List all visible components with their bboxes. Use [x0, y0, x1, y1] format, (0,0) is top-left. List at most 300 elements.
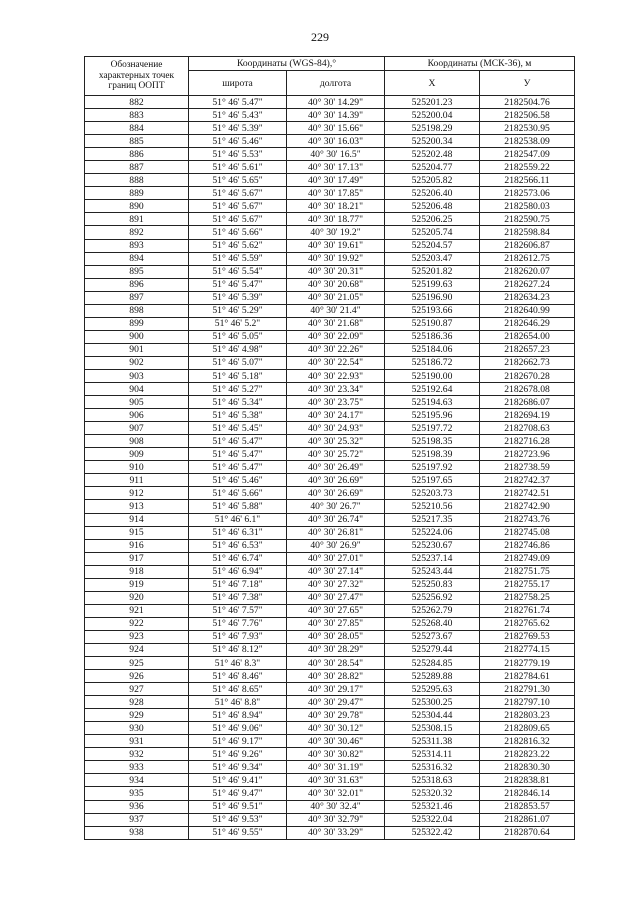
cell-x: 525206.40 — [385, 187, 480, 200]
cell-latitude: 51° 46' 9.47" — [189, 787, 287, 800]
cell-latitude: 51° 46' 9.34" — [189, 761, 287, 774]
cell-longitude: 40° 30' 30.46" — [287, 735, 385, 748]
table-row — [85, 161, 575, 174]
cell-longitude: 40° 30' 27.14" — [287, 565, 385, 578]
table-row — [85, 774, 575, 787]
cell-point-id: 907 — [85, 422, 189, 435]
cell-x: 525304.44 — [385, 709, 480, 722]
cell-latitude: 51° 46' 6.94" — [189, 565, 287, 578]
cell-y: 2182590.75 — [480, 213, 575, 226]
cell-x: 525192.64 — [385, 383, 480, 396]
table-row — [85, 122, 575, 135]
header-y: У — [480, 71, 575, 96]
cell-y: 2182830.30 — [480, 761, 575, 774]
cell-latitude: 51° 46' 8.12" — [189, 643, 287, 656]
cell-x: 525273.67 — [385, 630, 480, 643]
cell-latitude: 51° 46' 5.62" — [189, 239, 287, 252]
cell-point-id: 916 — [85, 539, 189, 552]
table-row — [85, 109, 575, 122]
cell-longitude: 40° 30' 32.4" — [287, 800, 385, 813]
cell-x: 525193.66 — [385, 304, 480, 317]
cell-y: 2182573.06 — [480, 187, 575, 200]
cell-x: 525300.25 — [385, 696, 480, 709]
cell-point-id: 887 — [85, 161, 189, 174]
cell-point-id: 905 — [85, 396, 189, 409]
cell-point-id: 886 — [85, 148, 189, 161]
cell-longitude: 40° 30' 31.19" — [287, 761, 385, 774]
cell-longitude: 40° 30' 32.01" — [287, 787, 385, 800]
table-row — [85, 800, 575, 813]
cell-longitude: 40° 30' 19.61" — [287, 239, 385, 252]
table-row — [85, 226, 575, 239]
table-row — [85, 409, 575, 422]
cell-y: 2182791.30 — [480, 683, 575, 696]
cell-x: 525322.04 — [385, 813, 480, 826]
cell-x: 525205.82 — [385, 174, 480, 187]
cell-point-id: 901 — [85, 343, 189, 356]
cell-point-id: 906 — [85, 409, 189, 422]
cell-y: 2182686.07 — [480, 396, 575, 409]
header-msk-group: Координаты (МСК-36), м — [385, 57, 575, 71]
cell-longitude: 40° 30' 23.34" — [287, 383, 385, 396]
cell-longitude: 40° 30' 17.85" — [287, 187, 385, 200]
cell-point-id: 902 — [85, 356, 189, 369]
table-row — [85, 617, 575, 630]
cell-y: 2182678.08 — [480, 383, 575, 396]
cell-x: 525198.39 — [385, 448, 480, 461]
table-row — [85, 330, 575, 343]
cell-y: 2182598.84 — [480, 226, 575, 239]
cell-point-id: 935 — [85, 787, 189, 800]
cell-y: 2182530.95 — [480, 122, 575, 135]
cell-point-id: 934 — [85, 774, 189, 787]
cell-y: 2182769.53 — [480, 630, 575, 643]
table-row — [85, 643, 575, 656]
cell-longitude: 40° 30' 32.79" — [287, 813, 385, 826]
cell-x: 525190.00 — [385, 369, 480, 382]
cell-longitude: 40° 30' 26.7" — [287, 500, 385, 513]
cell-y: 2182620.07 — [480, 265, 575, 278]
cell-y: 2182861.07 — [480, 813, 575, 826]
cell-y: 2182745.08 — [480, 526, 575, 539]
cell-y: 2182742.51 — [480, 487, 575, 500]
table-row — [85, 213, 575, 226]
cell-longitude: 40° 30' 27.85" — [287, 617, 385, 630]
cell-point-id: 932 — [85, 748, 189, 761]
cell-point-id: 890 — [85, 200, 189, 213]
cell-latitude: 51° 46' 5.66" — [189, 226, 287, 239]
cell-x: 525318.63 — [385, 774, 480, 787]
cell-point-id: 919 — [85, 578, 189, 591]
cell-y: 2182749.09 — [480, 552, 575, 565]
cell-point-id: 928 — [85, 696, 189, 709]
cell-latitude: 51° 46' 5.39" — [189, 291, 287, 304]
cell-point-id: 892 — [85, 226, 189, 239]
table-row — [85, 356, 575, 369]
cell-latitude: 51° 46' 5.38" — [189, 409, 287, 422]
cell-longitude: 40° 30' 28.29" — [287, 643, 385, 656]
cell-latitude: 51° 46' 5.88" — [189, 500, 287, 513]
cell-x: 525197.65 — [385, 474, 480, 487]
cell-latitude: 51° 46' 6.1" — [189, 513, 287, 526]
table-row — [85, 422, 575, 435]
cell-latitude: 51° 46' 5.67" — [189, 213, 287, 226]
cell-x: 525197.92 — [385, 461, 480, 474]
cell-latitude: 51° 46' 5.27" — [189, 383, 287, 396]
cell-x: 525194.63 — [385, 396, 480, 409]
cell-latitude: 51° 46' 5.46" — [189, 474, 287, 487]
table-row — [85, 813, 575, 826]
cell-y: 2182708.63 — [480, 422, 575, 435]
cell-y: 2182627.24 — [480, 278, 575, 291]
cell-latitude: 51° 46' 8.8" — [189, 696, 287, 709]
cell-y: 2182738.59 — [480, 461, 575, 474]
cell-longitude: 40° 30' 28.54" — [287, 657, 385, 670]
table-row — [85, 565, 575, 578]
cell-x: 525190.87 — [385, 317, 480, 330]
cell-x: 525195.96 — [385, 409, 480, 422]
cell-latitude: 51° 46' 9.41" — [189, 774, 287, 787]
cell-y: 2182743.76 — [480, 513, 575, 526]
table-row — [85, 526, 575, 539]
cell-longitude: 40° 30' 27.65" — [287, 604, 385, 617]
cell-point-id: 933 — [85, 761, 189, 774]
cell-x: 525202.48 — [385, 148, 480, 161]
cell-y: 2182657.23 — [480, 343, 575, 356]
cell-y: 2182646.29 — [480, 317, 575, 330]
cell-point-id: 926 — [85, 670, 189, 683]
cell-latitude: 51° 46' 7.18" — [189, 578, 287, 591]
cell-x: 525210.56 — [385, 500, 480, 513]
cell-y: 2182846.14 — [480, 787, 575, 800]
cell-point-id: 896 — [85, 278, 189, 291]
table-row — [85, 304, 575, 317]
cell-x: 525320.32 — [385, 787, 480, 800]
cell-y: 2182606.87 — [480, 239, 575, 252]
cell-y: 2182506.58 — [480, 109, 575, 122]
cell-latitude: 51° 46' 8.46" — [189, 670, 287, 683]
cell-latitude: 51° 46' 6.74" — [189, 552, 287, 565]
coordinates-table — [84, 56, 575, 840]
table-row — [85, 591, 575, 604]
table-row — [85, 513, 575, 526]
cell-x: 525203.73 — [385, 487, 480, 500]
cell-latitude: 51° 46' 8.94" — [189, 709, 287, 722]
cell-longitude: 40° 30' 21.4" — [287, 304, 385, 317]
cell-latitude: 51° 46' 5.47" — [189, 96, 287, 109]
table-body — [85, 96, 575, 840]
cell-x: 525237.14 — [385, 552, 480, 565]
cell-y: 2182809.65 — [480, 722, 575, 735]
cell-longitude: 40° 30' 14.29" — [287, 96, 385, 109]
cell-x: 525295.63 — [385, 683, 480, 696]
cell-point-id: 897 — [85, 291, 189, 304]
cell-y: 2182870.64 — [480, 826, 575, 839]
table-row — [85, 722, 575, 735]
header-latitude: широта — [189, 71, 287, 96]
cell-y: 2182538.09 — [480, 135, 575, 148]
cell-latitude: 51° 46' 5.53" — [189, 148, 287, 161]
cell-latitude: 51° 46' 7.93" — [189, 630, 287, 643]
cell-point-id: 889 — [85, 187, 189, 200]
cell-y: 2182723.96 — [480, 448, 575, 461]
table-row — [85, 826, 575, 839]
table-row — [85, 343, 575, 356]
cell-y: 2182797.10 — [480, 696, 575, 709]
cell-y: 2182634.23 — [480, 291, 575, 304]
cell-y: 2182761.74 — [480, 604, 575, 617]
cell-longitude: 40° 30' 20.31" — [287, 265, 385, 278]
table-row — [85, 187, 575, 200]
cell-y: 2182853.57 — [480, 800, 575, 813]
cell-latitude: 51° 46' 5.34" — [189, 396, 287, 409]
table-row — [85, 657, 575, 670]
cell-latitude: 51° 46' 5.29" — [189, 304, 287, 317]
cell-point-id: 937 — [85, 813, 189, 826]
header-point-id: Обозначение характерных точек границ ООПТ — [85, 57, 189, 96]
cell-longitude: 40° 30' 30.82" — [287, 748, 385, 761]
cell-latitude: 51° 46' 6.53" — [189, 539, 287, 552]
table-row — [85, 735, 575, 748]
cell-latitude: 51° 46' 8.3" — [189, 657, 287, 670]
cell-y: 2182755.17 — [480, 578, 575, 591]
table-row — [85, 604, 575, 617]
cell-point-id: 883 — [85, 109, 189, 122]
cell-longitude: 40° 30' 23.75" — [287, 396, 385, 409]
cell-x: 525230.67 — [385, 539, 480, 552]
cell-point-id: 914 — [85, 513, 189, 526]
cell-y: 2182742.37 — [480, 474, 575, 487]
cell-longitude: 40° 30' 33.29" — [287, 826, 385, 839]
cell-point-id: 912 — [85, 487, 189, 500]
cell-point-id: 893 — [85, 239, 189, 252]
cell-point-id: 923 — [85, 630, 189, 643]
cell-x: 525198.29 — [385, 122, 480, 135]
table-row — [85, 148, 575, 161]
cell-longitude: 40° 30' 26.81" — [287, 526, 385, 539]
cell-x: 525224.06 — [385, 526, 480, 539]
cell-x: 525206.48 — [385, 200, 480, 213]
cell-latitude: 51° 46' 5.66" — [189, 487, 287, 500]
cell-x: 525186.72 — [385, 356, 480, 369]
cell-latitude: 51° 46' 5.43" — [189, 109, 287, 122]
cell-x: 525200.04 — [385, 109, 480, 122]
cell-longitude: 40° 30' 27.32" — [287, 578, 385, 591]
cell-y: 2182823.22 — [480, 748, 575, 761]
cell-point-id: 929 — [85, 709, 189, 722]
cell-y: 2182784.61 — [480, 670, 575, 683]
cell-y: 2182504.76 — [480, 96, 575, 109]
cell-point-id: 918 — [85, 565, 189, 578]
cell-point-id: 884 — [85, 122, 189, 135]
cell-longitude: 40° 30' 22.26" — [287, 343, 385, 356]
table-row — [85, 369, 575, 382]
table-row — [85, 552, 575, 565]
cell-latitude: 51° 46' 7.57" — [189, 604, 287, 617]
cell-point-id: 913 — [85, 500, 189, 513]
cell-longitude: 40° 30' 22.09" — [287, 330, 385, 343]
cell-x: 525201.23 — [385, 96, 480, 109]
cell-longitude: 40° 30' 16.03" — [287, 135, 385, 148]
cell-longitude: 40° 30' 24.93" — [287, 422, 385, 435]
cell-y: 2182559.22 — [480, 161, 575, 174]
cell-point-id: 915 — [85, 526, 189, 539]
cell-latitude: 51° 46' 5.47" — [189, 461, 287, 474]
cell-point-id: 885 — [85, 135, 189, 148]
cell-latitude: 51° 46' 5.2" — [189, 317, 287, 330]
cell-point-id: 891 — [85, 213, 189, 226]
table-row — [85, 630, 575, 643]
cell-point-id: 917 — [85, 552, 189, 565]
table-header — [85, 57, 575, 96]
cell-longitude: 40° 30' 22.54" — [287, 356, 385, 369]
table-row — [85, 435, 575, 448]
cell-x: 525201.82 — [385, 265, 480, 278]
cell-longitude: 40° 30' 26.69" — [287, 487, 385, 500]
cell-longitude: 40° 30' 14.39" — [287, 109, 385, 122]
cell-point-id: 882 — [85, 96, 189, 109]
cell-longitude: 40° 30' 22.93" — [287, 369, 385, 382]
cell-longitude: 40° 30' 18.21" — [287, 200, 385, 213]
cell-x: 525308.15 — [385, 722, 480, 735]
cell-x: 525186.36 — [385, 330, 480, 343]
cell-latitude: 51° 46' 8.65" — [189, 683, 287, 696]
cell-point-id: 936 — [85, 800, 189, 813]
table-row — [85, 317, 575, 330]
cell-y: 2182716.28 — [480, 435, 575, 448]
cell-x: 525184.06 — [385, 343, 480, 356]
cell-latitude: 51° 46' 5.39" — [189, 122, 287, 135]
table-row — [85, 448, 575, 461]
cell-x: 525203.47 — [385, 252, 480, 265]
cell-x: 525196.90 — [385, 291, 480, 304]
cell-longitude: 40° 30' 25.32" — [287, 435, 385, 448]
cell-longitude: 40° 30' 21.68" — [287, 317, 385, 330]
cell-x: 525250.83 — [385, 578, 480, 591]
table-row — [85, 252, 575, 265]
cell-longitude: 40° 30' 18.77" — [287, 213, 385, 226]
cell-y: 2182580.03 — [480, 200, 575, 213]
cell-longitude: 40° 30' 21.05" — [287, 291, 385, 304]
table-row — [85, 396, 575, 409]
cell-longitude: 40° 30' 29.17" — [287, 683, 385, 696]
cell-point-id: 910 — [85, 461, 189, 474]
cell-point-id: 888 — [85, 174, 189, 187]
cell-point-id: 894 — [85, 252, 189, 265]
cell-latitude: 51° 46' 5.05" — [189, 330, 287, 343]
cell-x: 525279.44 — [385, 643, 480, 656]
cell-latitude: 51° 46' 5.67" — [189, 200, 287, 213]
cell-latitude: 51° 46' 5.46" — [189, 135, 287, 148]
cell-longitude: 40° 30' 26.9" — [287, 539, 385, 552]
cell-latitude: 51° 46' 9.06" — [189, 722, 287, 735]
cell-x: 525316.32 — [385, 761, 480, 774]
cell-x: 525284.85 — [385, 657, 480, 670]
cell-longitude: 40° 30' 16.5" — [287, 148, 385, 161]
table-row — [85, 709, 575, 722]
cell-point-id: 930 — [85, 722, 189, 735]
cell-x: 525199.63 — [385, 278, 480, 291]
cell-y: 2182765.62 — [480, 617, 575, 630]
cell-latitude: 51° 46' 5.07" — [189, 356, 287, 369]
cell-latitude: 51° 46' 5.47" — [189, 278, 287, 291]
cell-y: 2182612.75 — [480, 252, 575, 265]
cell-x: 525204.77 — [385, 161, 480, 174]
cell-y: 2182654.00 — [480, 330, 575, 343]
cell-longitude: 40° 30' 20.68" — [287, 278, 385, 291]
cell-y: 2182566.11 — [480, 174, 575, 187]
cell-y: 2182547.09 — [480, 148, 575, 161]
cell-x: 525321.46 — [385, 800, 480, 813]
cell-longitude: 40° 30' 27.47" — [287, 591, 385, 604]
table-row — [85, 696, 575, 709]
table-row — [85, 200, 575, 213]
cell-latitude: 51° 46' 4.98" — [189, 343, 287, 356]
cell-longitude: 40° 30' 26.69" — [287, 474, 385, 487]
cell-latitude: 51° 46' 5.61" — [189, 161, 287, 174]
cell-x: 525204.57 — [385, 239, 480, 252]
cell-x: 525256.92 — [385, 591, 480, 604]
table-row — [85, 539, 575, 552]
cell-point-id: 911 — [85, 474, 189, 487]
table-row — [85, 748, 575, 761]
cell-latitude: 51° 46' 9.26" — [189, 748, 287, 761]
cell-point-id: 920 — [85, 591, 189, 604]
cell-latitude: 51° 46' 9.51" — [189, 800, 287, 813]
cell-longitude: 40° 30' 19.2" — [287, 226, 385, 239]
cell-latitude: 51° 46' 5.18" — [189, 369, 287, 382]
cell-latitude: 51° 46' 5.47" — [189, 448, 287, 461]
cell-longitude: 40° 30' 26.74" — [287, 513, 385, 526]
cell-latitude: 51° 46' 5.54" — [189, 265, 287, 278]
table-row — [85, 174, 575, 187]
cell-x: 525314.11 — [385, 748, 480, 761]
cell-x: 525262.79 — [385, 604, 480, 617]
page-number: 229 — [311, 30, 329, 44]
cell-longitude: 40° 30' 17.49" — [287, 174, 385, 187]
cell-y: 2182779.19 — [480, 657, 575, 670]
cell-x: 525217.35 — [385, 513, 480, 526]
cell-x: 525197.72 — [385, 422, 480, 435]
cell-point-id: 904 — [85, 383, 189, 396]
cell-longitude: 40° 30' 25.72" — [287, 448, 385, 461]
cell-point-id: 895 — [85, 265, 189, 278]
cell-latitude: 51° 46' 5.47" — [189, 435, 287, 448]
table-row — [85, 265, 575, 278]
table-row — [85, 291, 575, 304]
cell-longitude: 40° 30' 15.66" — [287, 122, 385, 135]
cell-point-id: 922 — [85, 617, 189, 630]
table-row — [85, 683, 575, 696]
cell-latitude: 51° 46' 7.38" — [189, 591, 287, 604]
cell-y: 2182751.75 — [480, 565, 575, 578]
table-row — [85, 787, 575, 800]
cell-point-id: 903 — [85, 369, 189, 382]
cell-y: 2182670.28 — [480, 369, 575, 382]
cell-x: 525200.34 — [385, 135, 480, 148]
cell-longitude: 40° 30' 31.63" — [287, 774, 385, 787]
cell-point-id: 931 — [85, 735, 189, 748]
cell-longitude: 40° 30' 28.05" — [287, 630, 385, 643]
table-row — [85, 135, 575, 148]
cell-latitude: 51° 46' 5.45" — [189, 422, 287, 435]
cell-latitude: 51° 46' 5.65" — [189, 174, 287, 187]
cell-longitude: 40° 30' 28.82" — [287, 670, 385, 683]
table-row — [85, 383, 575, 396]
cell-point-id: 899 — [85, 317, 189, 330]
cell-y: 2182640.99 — [480, 304, 575, 317]
cell-latitude: 51° 46' 5.59" — [189, 252, 287, 265]
